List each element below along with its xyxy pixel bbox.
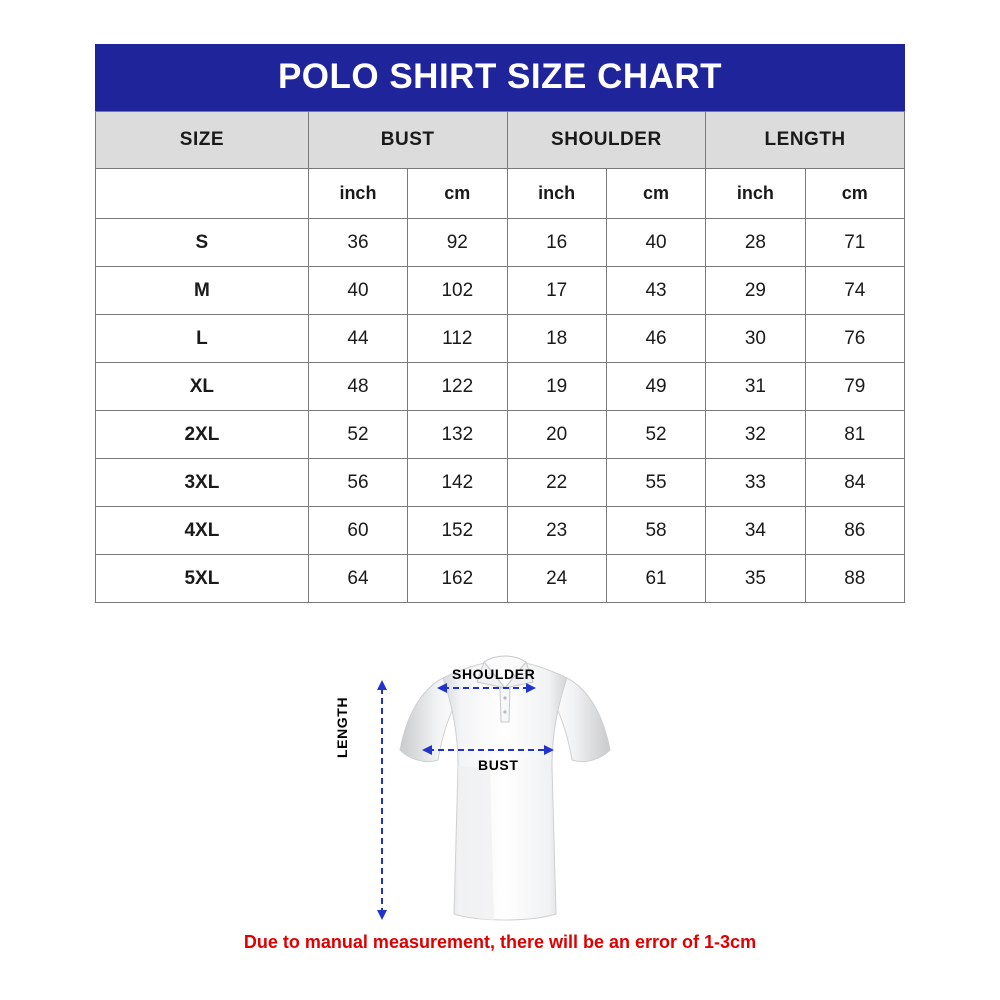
label-shoulder: SHOULDER (452, 666, 536, 682)
measurement-note: Due to manual measurement, there will be an error of 1-3cm (243, 932, 757, 952)
cell-size: XL (96, 363, 309, 411)
cell-length-cm: 88 (805, 555, 904, 603)
cell-length-cm: 86 (805, 507, 904, 555)
cell-length-cm: 79 (805, 363, 904, 411)
cell-bust-inch: 44 (308, 315, 407, 363)
cell-shoulder-cm: 43 (606, 267, 705, 315)
table-row (96, 555, 905, 603)
cell-size: 3XL (96, 459, 309, 507)
cell-bust-inch: 52 (308, 411, 407, 459)
cell-shoulder-cm: 61 (606, 555, 705, 603)
cell-size: 5XL (96, 555, 309, 603)
table-row (96, 315, 905, 363)
unit-header-shoulder-inch: inch (507, 169, 606, 219)
size-chart-container (95, 44, 905, 603)
cell-bust-inch: 64 (308, 555, 407, 603)
cell-bust-inch: 60 (308, 507, 407, 555)
cell-length-inch: 31 (706, 363, 805, 411)
column-header-size: SIZE (96, 112, 309, 169)
cell-shoulder-inch: 24 (507, 555, 606, 603)
table-header-groups (96, 112, 905, 169)
unit-header-length-inch: inch (706, 169, 805, 219)
cell-length-cm: 81 (805, 411, 904, 459)
cell-bust-cm: 112 (408, 315, 507, 363)
cell-bust-inch: 36 (308, 219, 407, 267)
cell-bust-inch: 56 (308, 459, 407, 507)
cell-shoulder-inch: 22 (507, 459, 606, 507)
unit-header-length-cm: cm (805, 169, 904, 219)
cell-shoulder-inch: 17 (507, 267, 606, 315)
cell-shoulder-inch: 19 (507, 363, 606, 411)
cell-size: 2XL (96, 411, 309, 459)
cell-length-inch: 28 (706, 219, 805, 267)
cell-bust-cm: 122 (408, 363, 507, 411)
cell-shoulder-cm: 40 (606, 219, 705, 267)
cell-bust-cm: 132 (408, 411, 507, 459)
cell-length-inch: 34 (706, 507, 805, 555)
table-header-units (96, 169, 905, 219)
page-title: POLO SHIRT SIZE CHART (95, 44, 905, 111)
cell-length-cm: 71 (805, 219, 904, 267)
cell-length-inch: 35 (706, 555, 805, 603)
cell-bust-cm: 102 (408, 267, 507, 315)
cell-bust-cm: 142 (408, 459, 507, 507)
label-bust: BUST (478, 757, 519, 773)
table-row (96, 459, 905, 507)
label-length: LENGTH (334, 696, 350, 758)
table-row (96, 363, 905, 411)
cell-length-inch: 30 (706, 315, 805, 363)
cell-shoulder-cm: 58 (606, 507, 705, 555)
cell-shoulder-cm: 55 (606, 459, 705, 507)
cell-size: 4XL (96, 507, 309, 555)
cell-shoulder-inch: 20 (507, 411, 606, 459)
table-row (96, 411, 905, 459)
measurement-illustration (334, 630, 670, 930)
cell-size: S (96, 219, 309, 267)
column-header-shoulder: SHOULDER (507, 112, 706, 169)
cell-length-cm: 76 (805, 315, 904, 363)
table-row (96, 267, 905, 315)
cell-size: M (96, 267, 309, 315)
column-header-length: LENGTH (706, 112, 905, 169)
table-row (96, 507, 905, 555)
cell-bust-inch: 48 (308, 363, 407, 411)
cell-bust-inch: 40 (308, 267, 407, 315)
cell-length-inch: 32 (706, 411, 805, 459)
cell-shoulder-cm: 49 (606, 363, 705, 411)
cell-shoulder-cm: 46 (606, 315, 705, 363)
cell-length-inch: 29 (706, 267, 805, 315)
table-row (96, 219, 905, 267)
unit-header-shoulder-cm: cm (606, 169, 705, 219)
size-chart-table (95, 111, 905, 603)
unit-header-blank (96, 169, 309, 219)
column-header-bust: BUST (308, 112, 507, 169)
cell-bust-cm: 162 (408, 555, 507, 603)
unit-header-bust-inch: inch (308, 169, 407, 219)
cell-bust-cm: 92 (408, 219, 507, 267)
cell-shoulder-inch: 23 (507, 507, 606, 555)
cell-bust-cm: 152 (408, 507, 507, 555)
cell-length-inch: 33 (706, 459, 805, 507)
cell-length-cm: 74 (805, 267, 904, 315)
cell-size: L (96, 315, 309, 363)
cell-shoulder-inch: 18 (507, 315, 606, 363)
cell-length-cm: 84 (805, 459, 904, 507)
cell-shoulder-inch: 16 (507, 219, 606, 267)
cell-shoulder-cm: 52 (606, 411, 705, 459)
unit-header-bust-cm: cm (408, 169, 507, 219)
